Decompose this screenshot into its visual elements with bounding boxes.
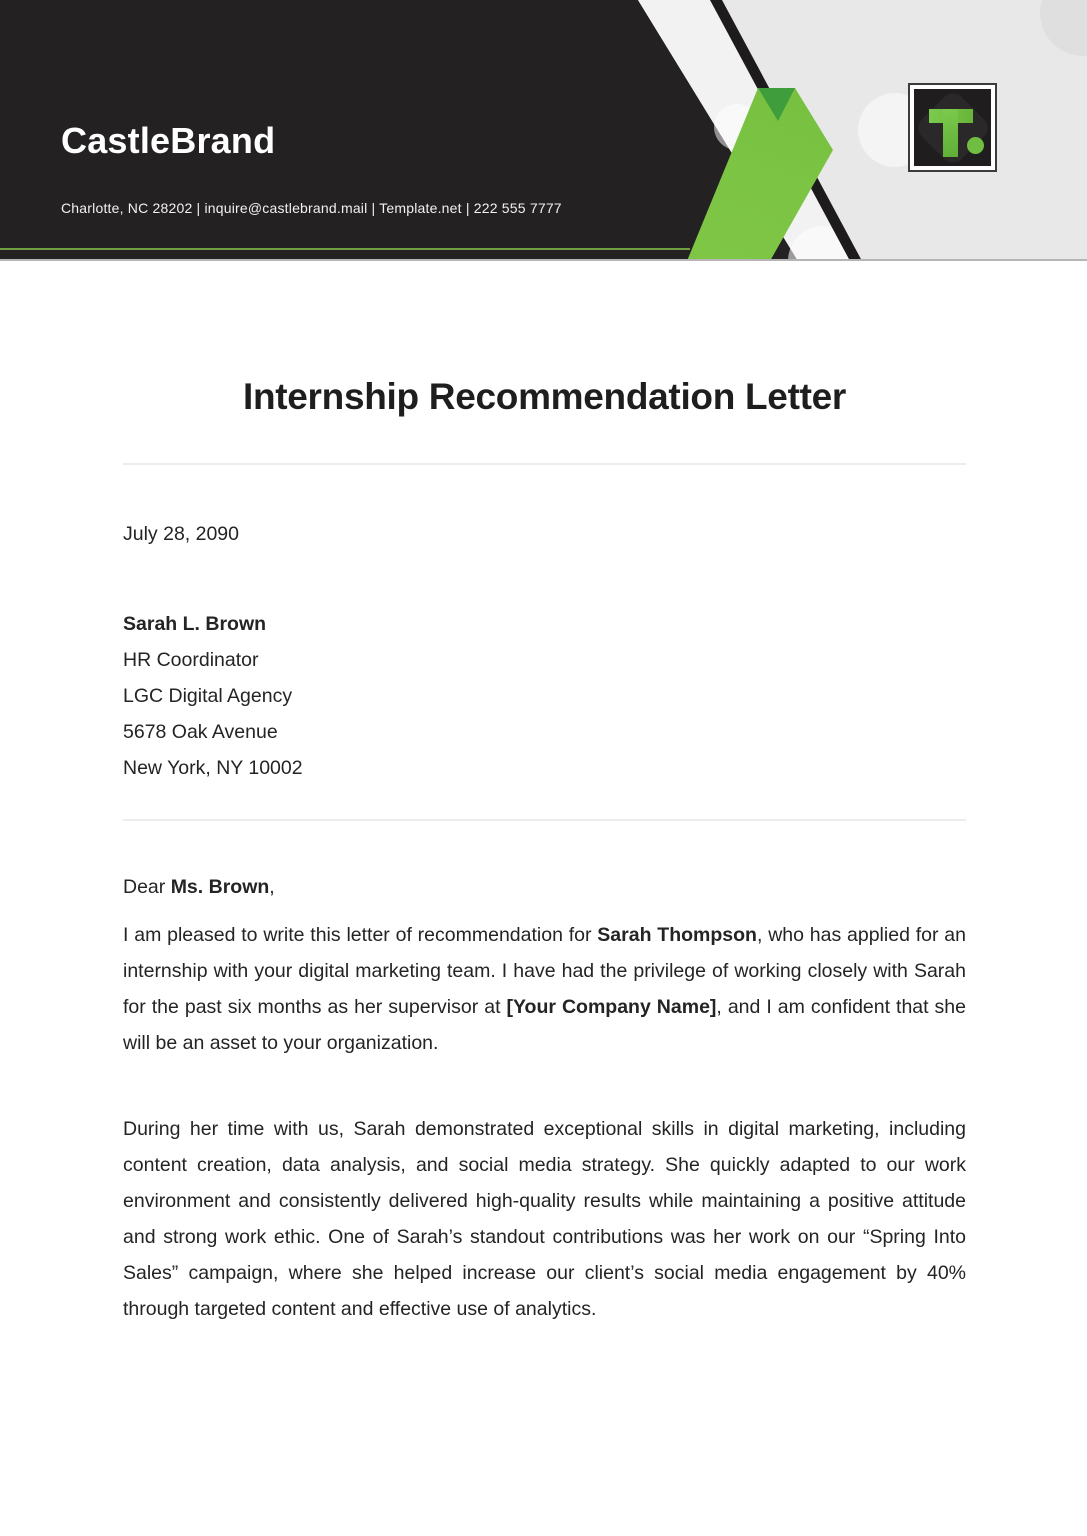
logo-dot-icon [967,137,984,154]
recipient-city: New York, NY 10002 [123,757,303,779]
paragraph-1-text: , who has applied for an internship with your digital marketing team. I have had the privilege of working closely with Sarah for the past six months as her supervisor at [123,924,966,1018]
paragraph-1 [123,917,966,1061]
recipient-role: HR Coordinator [123,649,259,671]
recipient-street: 5678 Oak Avenue [123,721,278,743]
letterhead [0,0,1087,261]
decor-circle [1040,0,1087,56]
green-accent-line [0,248,690,250]
paragraph-1-text: , and I am confident that she will be an asset to your organization. [123,996,966,1054]
page-title: Internship Recommendation Letter [242,376,847,417]
recipient-company: LGC Digital Agency [123,685,293,707]
divider [123,819,966,821]
salutation-suffix: , [269,876,275,898]
salutation-prefix: Dear [123,876,171,898]
letter-body [0,378,1087,1327]
paragraph-1-text: I am pleased to write this letter of recommendation for [123,924,598,946]
recipient-name: Sarah L. Brown [123,613,267,635]
logo-background [914,89,991,166]
company-placeholder: [Your Company Name] [506,996,717,1018]
template-logo [908,83,997,172]
logo-t-icon [943,109,958,157]
recipient-block [123,606,966,786]
brand-name: CastleBrand [61,120,276,161]
letter-date: July 28, 2090 [123,523,240,545]
brand-contact-line: Charlotte, NC 28202 | inquire@castlebrand.mail | Template.net | 222 555 7777 [61,200,562,216]
salutation [123,869,966,905]
paragraph-2: During her time with us, Sarah demonstrated exceptional skills in digital marketing, including content creation, data analysis, and social media strategy. She quickly adapted to our work environment and consistently delivered high-quality results while maintaining a positive attitude and strong work ethic. One of Sarah’s standout contributions was her work on our “Spring Into Sales” campaign, where she helped increase our client’s social media engagement by 40% through targeted content and effective use of analytics. [123,1118,966,1320]
candidate-name: Sarah Thompson [597,924,757,946]
divider [123,463,966,465]
salutation-name: Ms. Brown [170,876,270,898]
